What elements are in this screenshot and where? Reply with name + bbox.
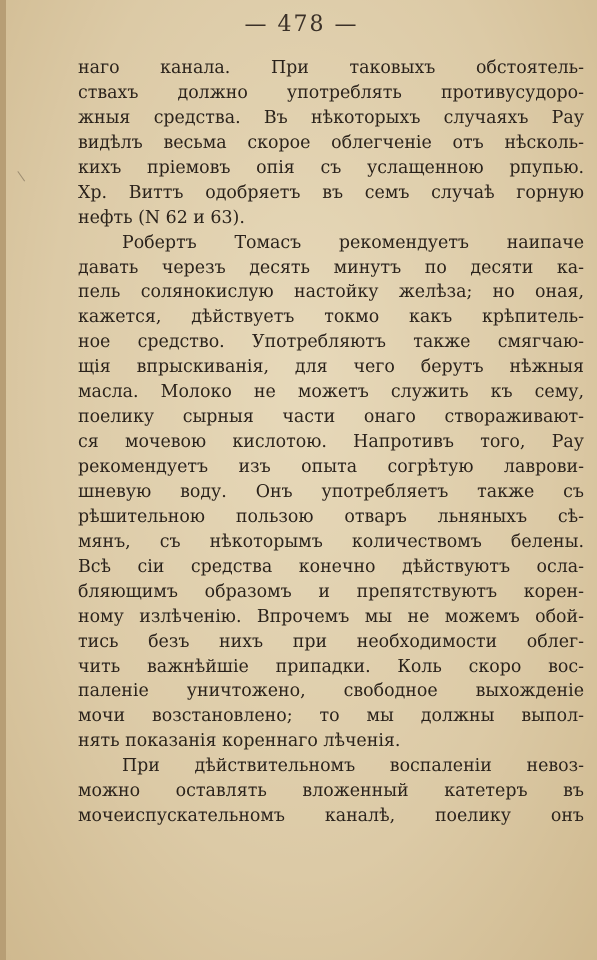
- text-line: рекомендуетъ изъ опыта согрѣтую лаврови-: [78, 457, 584, 477]
- text-line: пель солянокислую настойку желѣза; но оная,: [78, 282, 584, 303]
- text-line: нефть (N 62 и 63).: [78, 207, 245, 228]
- text-line: шневую воду. Онъ употребляетъ также съ: [78, 481, 584, 502]
- paragraph-start-line: Робертъ Томасъ рекомендуетъ наипаче: [122, 232, 584, 253]
- text-line: можно оставлять вложенный катетеръ въ: [78, 781, 584, 802]
- body-text: [78, 56, 584, 829]
- text-line: Всѣ сіи средства конечно дѣйствуютъ осла-: [78, 556, 584, 577]
- text-line: чить важнѣйшіе припадки. Коль скоро вос-: [78, 656, 584, 677]
- text-line: мянъ, съ нѣкоторымъ количествомъ белены.: [78, 531, 584, 552]
- text-line: наго канала. При таковыхъ обстоятель-: [78, 58, 584, 78]
- text-line: жныя средства. Въ нѣкоторыхъ случаяхъ Рау: [78, 107, 584, 128]
- text-line: ся мочевою кислотою. Напротивъ того, Рау: [78, 432, 584, 453]
- text-line: масла. Молоко не можетъ служить къ сему,: [78, 382, 584, 403]
- text-line: рѣшительною пользою отваръ льняныхъ сѣ-: [78, 506, 584, 527]
- text-line: мочи возстановлено; то мы должны выпол-: [78, 706, 584, 727]
- text-line: поелику сырныя части онаго створаживают-: [78, 407, 584, 428]
- text-line: нять показанія кореннаго лѣченія.: [78, 731, 401, 752]
- text-line: паленіе уничтожено, свободное выхожденіе: [78, 681, 584, 702]
- text-line: видѣлъ весьма скорое облегченіе отъ нѣсколь-: [78, 132, 584, 153]
- text-line: кихъ пріемовъ опія съ услащенною рпупью.: [78, 157, 584, 178]
- margin-pencil-mark: [17, 167, 31, 182]
- text-line: ное средство. Употребляютъ также смягчаю-: [78, 332, 584, 353]
- text-line: ствахъ должно употреблять противусудоро-: [78, 82, 584, 103]
- page-number: — 478 —: [244, 12, 359, 37]
- text-line: щія впрыскиванія, для чего берутъ нѣжныя: [78, 357, 584, 378]
- text-line: тись безъ нихъ при необходимости облег-: [78, 631, 584, 652]
- text-line: давать черезъ десять минутъ по десяти ка-: [78, 257, 584, 278]
- text-line: бляющимъ образомъ и препятствуютъ корен-: [78, 581, 584, 602]
- text-line: ному излѣченію. Впрочемъ мы не можемъ обой-: [78, 606, 584, 627]
- text-line: кажется, дѣйствуетъ токмо какъ крѣпитель-: [78, 307, 584, 328]
- paragraph-start-line: При дѣйствительномъ воспаленіи невоз-: [122, 756, 584, 777]
- text-line: мочеиспускательномъ каналѣ, поелику онъ: [78, 806, 584, 827]
- text-line: Хр. Виттъ одобряетъ въ семъ случаѣ горную: [78, 182, 584, 203]
